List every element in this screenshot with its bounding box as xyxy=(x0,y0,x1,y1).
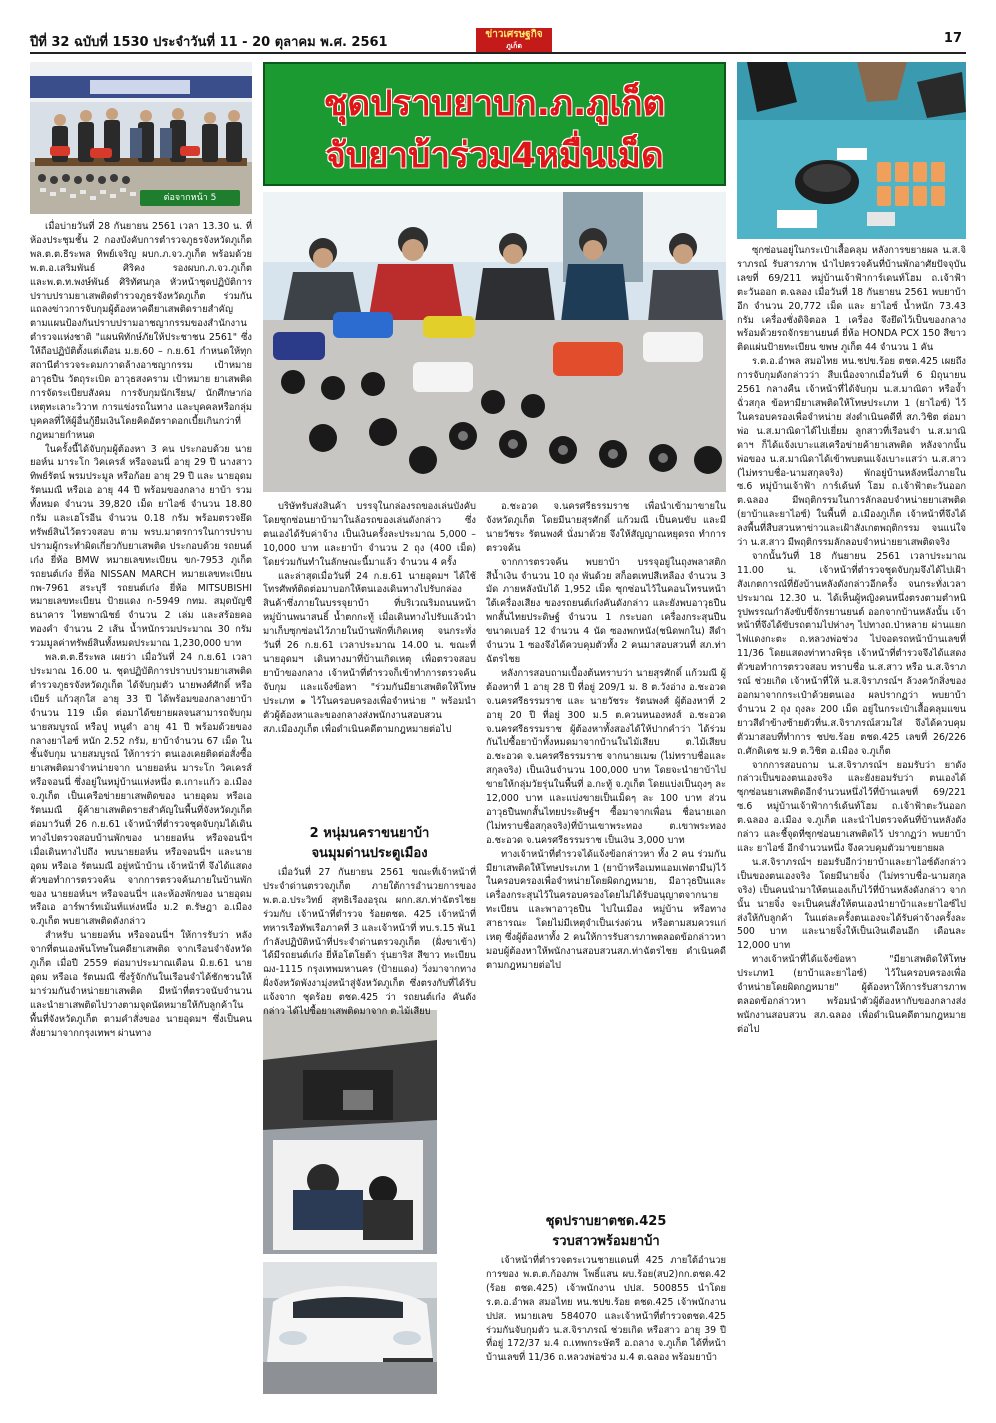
page-number: 17 xyxy=(943,31,962,46)
headline-line-2: จับยาบ้าร่วม4หมื่นเม็ด xyxy=(325,136,664,176)
article-column-3 xyxy=(486,500,726,1200)
subheadline-line: จนมุมด่านประตูเมือง xyxy=(311,846,428,861)
page-header xyxy=(30,30,966,54)
subheadline-bpp xyxy=(486,1212,726,1252)
paragraph: เมื่อบ่ายวันที่ 28 กันยายน 2561 เวลา 13.30 น. ที่ห้องประชุมชั้น 2 กองบังคับการตำรวจภูธรจังหวัดภูเก็ต พล.ต.ต.ธีระพล ทิพย์เจริญ ผบก.ภ.จว.ภูเก็ต พร้อมด้วย พ.ต.อ.เสริมพันธ์ ศิริคง รองผบก.ภ.จว.ภูเก็ต และพ.ต.ท.พงษ์พันธ์ ศิริทัศนกุล หัวหน้าชุดปฏิบัติการปราบปรามยาเสพติดตำรวจภูธรจังหวัดภูเก็ต ร่วมกันแถลงข่าวการจับกุมผู้ต้องหาคดียาเสพติดรายสำคัญ ตามแผนป้องกันปราบปรามอาชญากรรมของสำนักงานตำรวจแห่งชาติ "แผนพิทักษ์ภัยให้ประชาชน 2561" ซึ่งให้ถือปฏิบัติตั้งแต่เดือน ม.ย.60 – ก.ย.61 กำหนดให้ทุกสถานีตำรวจระดมกวาดล้างอาชญากรรม เป้าหมาย อาวุธปืน วัตถุระเบิด อาวุธสงคราม เป้าหมาย ยาเสพติด การจัดระเบียบสังคม การจับกุมนักเรียน/ นักศึกษาก่อเหตุทะเลาะวิวาท การแข่งรถในทาง และบุคคลหรือกลุ่มบุคคลที่ให้ผู้อื่นกู้ยืมเงินโดยคิดอัตราดอกเบี้ยเกินกว่าที่กฎหมายกำหนด xyxy=(30,221,252,441)
paragraph: จากการตรวจค้น พบยาบ้า บรรจุอยู่ในถุงพลาสติก สีน้ำเงิน จำนวน 10 ถุง พันด้วย สก็อตเทปสีเหลือง จำนวน 3 มัด ภายหลังนับได้ 1,952 เม็ด ซุกซ่อนไว้ในคอนโทรนหน้า ใต้เครื่องเสียง ของรถยนต์เก๋งคันดังกล่าว และยังพบอาวุธปืนพกสั้นไทยประดิษฐ์ จำนวน 1 กระบอก เครื่องกระสุนปืน ขนาดเบอร์ 12 จำนวน 4 นัด ซองพกหนัง(ชนิดพกใน) สีดำจำนวน 1 ซองจึงได้ควบคุมตัวทั้ง 2 คนมาสอบสวนที่ สภ.ท่าฉัตรไชย xyxy=(486,556,726,665)
subheadline-checkpoint xyxy=(263,824,476,864)
paragraph: สำหรับ นายยอห์น หรือจอนนี่ฯ ให้การรับว่า หลังจากที่ตนเองพ้นโทษในคดียาเสพติด จากเรือนจำจังหวัดภูเก็ต เมื่อปี 2559 ต่อมาประมาณเดือน มิ.ย.61 นายอุดม หรือเอ รัตนมณี ซึ่งรู้จักกันในเรือนจำได้ชักชวนให้มาร่วมกันจำหน่ายยาเสพติด มีหน้าที่ตรวจนับจำนวน และนำยาเสพติดไปวางตามจุดนัดหมายให้กับลูกค้าในพื้นที่จังหวัดภูเก็ต ตามคำสั่งของ นายอุดมฯ ซึ่งเป็นคนสั่งยามาจากกรุงเทพฯ ผ่านทาง xyxy=(30,930,252,1039)
white-car-photo xyxy=(263,1262,437,1394)
paragraph: พล.ต.ต.ธีระพล เผยว่า เมื่อวันที่ 24 ก.ย.61 เวลาประมาณ 16.00 น. ชุดปฏิบัติการปราบปรามยาเสพติดตำรวจภูธรจังหวัดภูเก็ต ได้จับกุมตัว นายพงศ์ศักดิ์ หรือเบียร์ แก้วสุกใส อายุ 33 ปี ได้พร้อมของกลางยาบ้า จำนวน 119 เม็ด ต่อมาได้ขยายผลจนสามารถจับกุม นายสมบูรณ์ หรือปู หนูดำ อายุ 41 ปี พร้อมด้วยของกลางยาไอซ์ หนัก 2.52 กรัม, ยาบ้าจำนวน 67 เม็ด ในชั้นจับกุม นายสมบูรณ์ ให้การว่า ตนเองเคยติดต่อสั่งซื้อยาเสพติดมาจำหน่ายจาก นายยอห์น มาระโก วิคเครส์ หรือจอนนี่ ซึ่งอยู่ในหมู่บ้านแห่งหนึ่ง ต.เกาะแก้ว อ.เมือง จ.ภูเก็ต เป็นเครือข่ายยาเสพติดของ นายอุดม หรือเอ รัตนมณี ผู้ค้ายาเสพติดรายสำคัญในพื้นที่จังหวัดภูเก็ต ต่อมาวันที่ 26 ก.ย.61 เจ้าหน้าที่ตำรวจชุดจับกุมได้เดินทางไปตรวจสอบบ้านพักของ นายยอห์น หรือจอนนี่ฯ เมื่อเดินทางไปถึง พบนายยอห์น หรือจอนนี่ฯ และนายอุดม หรือเอ รัตนมณี อยู่หน้าบ้าน เจ้าหน้าที่ จึงได้แสดงตัวขอทำการตรวจค้น จากการตรวจค้นภายในบ้านพักของ นายยอห์นฯ หรือจอนนี่ฯ และห้องพักของ นายอุดม หรือเอ อาร์พาร์ทเม้นท์แห่งหนึ่ง ม.2 ต.รัษฎา อ.เมือง จ.ภูเก็ต พบยาเสพติดดังกล่าว xyxy=(30,652,252,928)
paragraph: บริษัทรับส่งสินค้า บรรจุในกล่องรถของเล่นบังคับโดยซุกซ่อนยาบ้ามาในล้อรถของเล่นดังกล่าว ซึ่งตนเองได้รับค่าจ้าง เป็นเงินครั้งละประมาณ 5,000 – 10,000 บาท และยาบ้า จำนวน 2 ถุง (400 เม็ด) โดยร่วมกันทำในลักษณะนี้มาแล้ว จำนวน 4 ครั้ง xyxy=(263,501,476,568)
article-column-3-bpp xyxy=(486,1254,726,1400)
paragraph: หลังการสอบถามเบื้องต้นทราบว่า นายสุรศักดิ์ แก้วมณี ผู้ต้องหาที่ 1 อายุ 28 ปี ที่อยู่ 209/1 ม. 8 ต.วังอ่าง อ.ชะอวด จ.นครศรีธรรมราช และ นายวัชระ รัตนพงศ์ ผู้ต้องหาที่ 2 อายุ 20 ปี ที่อยู่ 300 ม.5 ต.ควนหนองหงส์ อ.ชะอวด จ.นครศรีธรรมราช ผู้ต้องหาทั้งสองได้ให้ปากคำว่า ได้ร่วมกันไปซื้อยาบ้าทั้งหมดมาจากบ้านในไม้เสียบ ต.ไม้เสียบ อ.ชะอวด จ.นครศรีธรรมราช จากนายเมฆ (ไม่ทราบชื่อและสกุลจริง) เป็นเงินจำนวน 100,000 บาท โดยจะนำยาบ้าไปขายให้กลุ่มวัยรุ่นในพื้นที่ อ.กะทู้ จ.ภูเก็ต โดยแบ่งเป็นถุงๆ ละ 12,000 บาท และแบ่งขายเป็นเม็ดๆ ละ 100 บาท ส่วนอาวุธปืนพกสั้นไทยประดิษฐ์ฯ ซื้อมาจากเพื่อน ชื่อนายเอก (ไม่ทราบชื่อสกุลจริง)ที่บ้านเขาพระทอง ต.เขาพระทอง อ.ชะอวด จ.นครศรีธรรมราช เป็นเงิน 3,000 บาท xyxy=(486,667,726,846)
paragraph: ซุกซ่อนอยู่ในกระเป๋าเสื้อคลุม หลังการขยายผล น.ส.จิราภรณ์ รับสารภาพ นำไปตรวจค้นที่บ้านพักอาศัยปัจจุบันเลขที่ 69/211 หมู่บ้านเจ้าฟ้าการ์เดนท์โฮม ถ.เจ้าฟ้าตะวันออก ต.ฉลอง เมื่อวันที่ 18 กันยายน 2561 พบยาบ้าอีก จำนวน 20,772 เม็ด และ ยาไอซ์ น้ำหนัก 73.43 กรัม เครื่องชั่งดิจิตอล 1 เครื่อง จึงยึดไว้เป็นของกลาง พร้อมด้วยรถจักรยานยนต์ ยี่ห้อ HONDA PCX 150 สีขาว ติดแผ่นป้ายทะเบียน ขพษ ภูเก็ต 44 จำนวน 1 คัน xyxy=(737,245,966,354)
continued-from-page-badge: ต่อจากหน้า 5 xyxy=(140,190,240,206)
paragraph: ร.ต.อ.อำพล สมอไทย หน.ชปข.ร้อย ตชด.425 เผยถึงการจับกุมดังกล่าวว่า สืบเนื่องจากเมื่อวันที่ 6 มิถุนายน 2561 กลางคืน เจ้าหน้าที่ได้จับกุม น.ส.มาณิดา หรือจ้ำ ฉั่วสกุล ข้อหามียาเสพติดให้โทษประเภท 1 (ยาไอซ์) ไว้ในครอบครองเพื่อจำหน่าย ส่งดำเนินคดีที่ สภ.วิชิต ต่อมาพ่อ น.ส.มาณิดาได้ไปเยี่ยม ลูกสาวที่เรือนจำ น.ส.มาณิดาฯ ก็ได้แจ้งเบาะแสเครือข่ายค้ายาเสพติด หลังจากนั้นพ่อของ น.ส.มาณิดาได้เข้าพบตนแจ้งเบาะแสว่า น.ส.สาว (ไม่ทราบชื่อ-นามสกุลจริง) พักอยู่บ้านหลังหนึ่งภายใน ซ.6 หมู่บ้านเจ้าฟ้า การ์เด้นท์ โฮม ถ.เจ้าฟ้าตะวันออก ต.ฉลอง มีพฤติกรรมในการลักลอบจำหน่ายยาเสพติด (ยาบ้าและยาไอซ์) ในพื้นที่ อ.เมืองภูเก็ต เจ้าหน้าที่จึงได้ลงพื้นที่สืบสวนหาข่าวและเฝ้าสังเกตพฤติกรรม จนแน่ใจว่า น.ส.สาว มีพฤติกรรมลักลอบจำหน่ายยาเสพติดจริง xyxy=(737,356,966,549)
paragraph: เมื่อวันที่ 27 กันยายน 2561 ขณะที่เจ้าหน้าที่ประจำด่านตรวจภูเก็ต ภายใต้การอำนวยการของ พ.ต.อ.ประวิทย์ สุทธิเรืองอรุณ ผกก.สภ.ท่าฉัตรไชย ร่วมกับ เจ้าหน้าที่ตำรวจ ร้อยตชด. 425 เจ้าหน้าที่ทหารเรือทัพเรือภาคที่ 3 และเจ้าหน้าที่ ทบ.ร.15 พัน1 กำลังปฏิบัติหน้าที่ประจำด่านตรวจภูเก็ต (ฝั่งขาเข้า) ได้มีรถยนต์เก๋ง ยี่ห้อโตโยต้า รุ่นยาริส สีขาว ทะเบียน ฌง-1115 กรุงเทพมหานคร (ป้ายแดง) วิ่งมาจากทางฝั่งจังหวัดพังงามุ่งหน้าสู่จังหวัดภูเก็ต ซึ่งตรงกับที่ได้รับแจ้งจาก ชุดร้อย ตชด.425 ว่า รถยนต์เก๋ง คันดังกล่าว ได้ไปซื้อยาเสพติดมาจาก ต.ไม้เสียบ xyxy=(263,867,476,1018)
issue-line: ปีที่ 32 ฉบับที่ 1530 ประจำวันที่ 11 - 20 ตุลาคม พ.ศ. 2561 xyxy=(30,35,388,50)
paragraph: ทางเจ้าหน้าที่ตำรวจได้แจ้งข้อกล่าวหา ทั้ง 2 คน ร่วมกันมียาเสพติดให้โทษประเภท 1 (ยาบ้าหรือเมทแอมเฟตามีน)ไว้ในครอบครองเพื่อจำหน่ายโดยผิดกฎหมาย, มีอาวุธปืนและเครื่องกระสุนไว้ในครอบครองโดยไม่ได้รับอนุญาตจากนายทะเบียน และพาอาวุธปืน ไปในเมือง หมู่บ้าน หรือทางสาธารณะ โดยไม่มีเหตุจำเป็นเร่งด่วน หรือตามสมควรแก่เหตุ ซึ่งผู้ต้องหาทั้ง 2 คนให้การรับสารภาพตลอดข้อกล่าวหา มอบผู้ต้องหาให้พนักงานสอบสวนสภ.ท่าฉัตรไชย ดำเนินคดีตามกฎหมายต่อไป xyxy=(486,848,726,971)
paragraph: จากการสอบถาม น.ส.จิราภรณ์ฯ ยอมรับว่า ยาดังกล่าวเป็นของตนเองจริง และยังยอมรับว่า ตนเองได้ซุกซ่อนยาเสพติดอีกจำนวนหนึ่งไว้ที่บ้านเลขที่ 69/221 ซ.6 หมู่บ้านเจ้าฟ้าการ์เด้นท์โฮม ถ.เจ้าฟ้าตะวันออก ต.ฉลอง อ.เมือง จ.ภูเก็ต และนำไปตรวจค้นที่บ้านหลังดังกล่าว และชี้จุดที่ซุกซ่อนยาเสพติดไว้ ปรากฏว่า พบยาบ้าและ ยาไอซ์ อีกจำนวนหนึ่ง จึงควบคุมตัวมาขยายผล xyxy=(737,759,966,854)
paragraph: ทางเจ้าหน้าที่ได้แจ้งข้อหา "มียาเสพติดให้โทษประเภท1 (ยาบ้าและยาไอซ์) ไว้ในครอบครองเพื่อจำหน่ายโดยผิดกฎหมาย" ผู้ต้องหาให้การรับสารภาพตลอดข้อกล่าวหา พร้อมนำตัวผู้ต้องหากับของกลางส่งพนักงานสอบสวน สภ.ฉลอง เพื่อดำเนินคดีตามกฎหมาย ต่อไป xyxy=(737,954,966,1035)
suspects-toy-cars-photo xyxy=(263,192,726,492)
masthead-logo xyxy=(476,28,552,52)
logo-text: ข่าวเศรษฐกิจ xyxy=(485,29,543,40)
subheadline-line: รวบสาวพร้อมยาบ้า xyxy=(552,1234,660,1249)
paragraph: ในครั้งนี้ได้จับกุมผู้ต้องหา 3 คน ประกอบด้วย นายยอห์น มาระโก วิคเครส์ หรือจอนนี่ อายุ 29 ปี นางสาวทิพย์รัตน์ พรมประมูล หรือก้อย อายุ 29 ปี และ นายอุดม รัตนมณี หรือเอ อายุ 44 ปี พร้อมของกลาง ยาบ้า รวมทั้งหมด จำนวน 39,820 เม็ด ยาไอซ์ จำนวน 18.80 กรัม และเฮโรอีน จำนวน 0.18 กรัม พร้อมตรวจยึดทรัพย์สินไว้ตรวจสอบ ตาม พรบ.มาตรการในการปราบปรามผู้กระทำผิดเกี่ยวกับยาเสพติด ประกอบด้วย รถยนต์เก๋ง ยี่ห้อ BMW หมายเลขทะเบียน ขก-7953 ภูเก็ต รถยนต์เก๋ง ยี่ห้อ NISSAN MARCH หมายเลขทะเบียน กพ-7961 สระบุรี รถยนต์เก๋ง ยี่ห้อ MITSUBISHI หมายเลขทะเบียน ป้ายแดง ก-5949 กทม. สมุดบัญชีธนาคาร ไทยพาณิชย์ จำนวน 2 เล่ม และสร้อยคอทองคำ จำนวน 2 เส้น น้ำหนักรวมประมาณ 30 กรัม รวมมูลค่าทรัพย์สินทั้งหมดประมาณ 1,230,000 บาท xyxy=(30,443,252,650)
subheadline-line: ชุดปราบยาตชด.425 xyxy=(545,1214,667,1229)
article-column-1 xyxy=(30,220,252,1400)
logo-subtext: ภูเก็ต xyxy=(506,42,522,50)
paragraph: และล่าสุดเมื่อวันที่ 24 ก.ย.61 นายอุดมฯ ได้ใช้โทรศัพท์ติดต่อมาบอกให้ตนเองเดินทางไปรับกล่องสินค้าซึ่งภายในบรรจุยาบ้า ที่บริเวณริมถนนหน้าหมู่บ้านพนาสนธิ์ น้ำตกกะทู้ เมื่อเดินทางไปรับแล้วนำมาเก็บซุกซ่อนไว้ภายในบ้านพักที่เกิดเหตุ จนกระทั่งวันที่ 26 ก.ย.61 เวลาประมาณ 14.00 น. ขณะที่ นายอุดมฯ เดินทางมาที่บ้านเกิดเหตุ เพื่อตรวจสอบยาบ้าของกลาง เจ้าหน้าที่ตำรวจก็เข้าทำการตรวจค้นจับกุม และแจ้งข้อหา "ร่วมกันมียาเสพติดให้โทษประเภท ๑ ไว้ในครอบครองเพื่อจำหน่าย " พร้อมนำตัวผู้ต้องหาและของกลางส่งพนักงานสอบสวน สภ.เมืองภูเก็ต เพื่อดำเนินคดีตามกฎหมายต่อไป xyxy=(263,570,476,735)
paragraph: อ.ชะอวด จ.นครศรีธรรมราช เพื่อนำเข้ามาขายในจังหวัดภูเก็ต โดยมีนายสุรศักดิ์ แก้วมณี เป็นคนขับ และมีนายวัชระ รัตนพงศ์ นั่งมาด้วย จึงให้สัญญาณหยุดรถ ทำการตรวจค้น xyxy=(486,501,726,554)
paragraph: จากนั้นวันที่ 18 กันยายน 2561 เวลาประมาณ 11.00 น. เจ้าหน้าที่ตำรวจชุดจับกุมจึงได้ไปเฝ้าสังเกตการณ์ที่ยังบ้านหลังดังกล่าวอีกครั้ง จนกระทั่งเวลาประมาณ 12.30 น. ได้เห็นผู้หญิงคนหนึ่งตรงตามตำหนิรูปพรรณกำลังขับขี่จักรยานยนต์ ออกจากบ้านหลังนั้น เจ้าหน้าที่จึงได้ขับรถตามไปห่างๆ ไปทางถ.ป่าหลาย ผ่านแยกไฟแดงกะตะ ถ.หลวงพ่อช่วง ไปจอดรถหน้าบ้านเลขที่ 11/36 โดยแสดงท่าทางพิรุธ เจ้าหน้าที่ตำรวจจึงได้แสดงตัวขอทำการตรวจสอบ ทราบชื่อ น.ส.สาว หรือ น.ส.จิราภรณ์ ช่วยเกิด เจ้าหน้าที่ให้ น.ส.จิราภรณ์ฯ ล้วงควักสิ่งของออกมาจากกระเป๋าด้วยตนเอง ผลปรากฏว่า พบยาบ้า จำนวน 2 ถุง ถุงละ 200 เม็ด อยู่ในกระเป๋าเสื้อคลุมแขนยาวสีดำข้างซ้ายตัวที่น.ส.จิราภรณ์สวมใส่ จึงได้ควบคุมตัวมาสอบที่ทำการ ชปข.ร้อย ตชด.425 เลขที่ 26/226 ถ.ศักดิเดช ม.9 ต.วิชิต อ.เมือง จ.ภูเก็ต xyxy=(737,550,966,757)
article-column-2 xyxy=(263,500,476,816)
article-column-4 xyxy=(737,244,966,1400)
main-headline xyxy=(263,62,726,186)
subheadline-line: 2 หนุ่มนคราขนยาบ้า xyxy=(309,826,430,841)
paragraph: เจ้าหน้าที่ตำรวจตระเวนชายแดนที่ 425 ภายใต้อำนวยการของ พ.ต.ต.ก้องภพ โพธิ์แสน ผบ.ร้อย(สบ2)กก.ตชด.42 (ร้อย ตชด.425) เจ้าพนักงาน ปปส. 500855 นำโดย ร.ต.อ.อำพล สมอไทย หน.ชปข.ร้อย ตชด.425 เจ้าพนักงาน ปปส. หมายเลข 584070 และเจ้าหน้าที่ตำรวจตชด.425 ร่วมกันจับกุมตัว น.ส.จิราภรณ์ ช่วยเกิด หรือสาว อายุ 39 ปี ที่อยู่ 172/37 ม.4 ถ.เทพกระษัตรี อ.ถลาง จ.ภูเก็ต ได้ที่หน้าบ้านเลขที่ 11/36 ถ.หลวงพ่อช่วง ม.4 ต.ฉลอง พร้อมยาบ้า xyxy=(486,1255,726,1364)
paragraph: น.ส.จิราภรณ์ฯ ยอมรับอีกว่ายาบ้าและยาไอซ์ดังกล่าวเป็นของตนเองจริง โดยมีนายจิ๋ง (ไม่ทราบชื่อ-นามสกุลจริง) เป็นคนนำมาให้ตนเองเก็บไว้ที่บ้านหลังดังกล่าว จากนั้น นายจิ๋ง จะเป็นคนสั่งให้ตนเองนำยาบ้าและยาไอซ์ไปส่งให้กับลูกค้า ในแต่ละครั้งตนเองจะได้รับค่าจ้างครั้งละ 500 บาท และนายจิ๋งให้เป็นเงินเดือนอีก เดือนละ 12,000 บาท xyxy=(737,856,966,952)
article-column-2-checkpoint xyxy=(263,866,476,1018)
headline-line-1: ชุดปราบยาบก.ภ.ภูเก็ต xyxy=(323,84,666,124)
car-search-photo xyxy=(263,1010,437,1254)
seized-drugs-photo xyxy=(737,62,966,239)
